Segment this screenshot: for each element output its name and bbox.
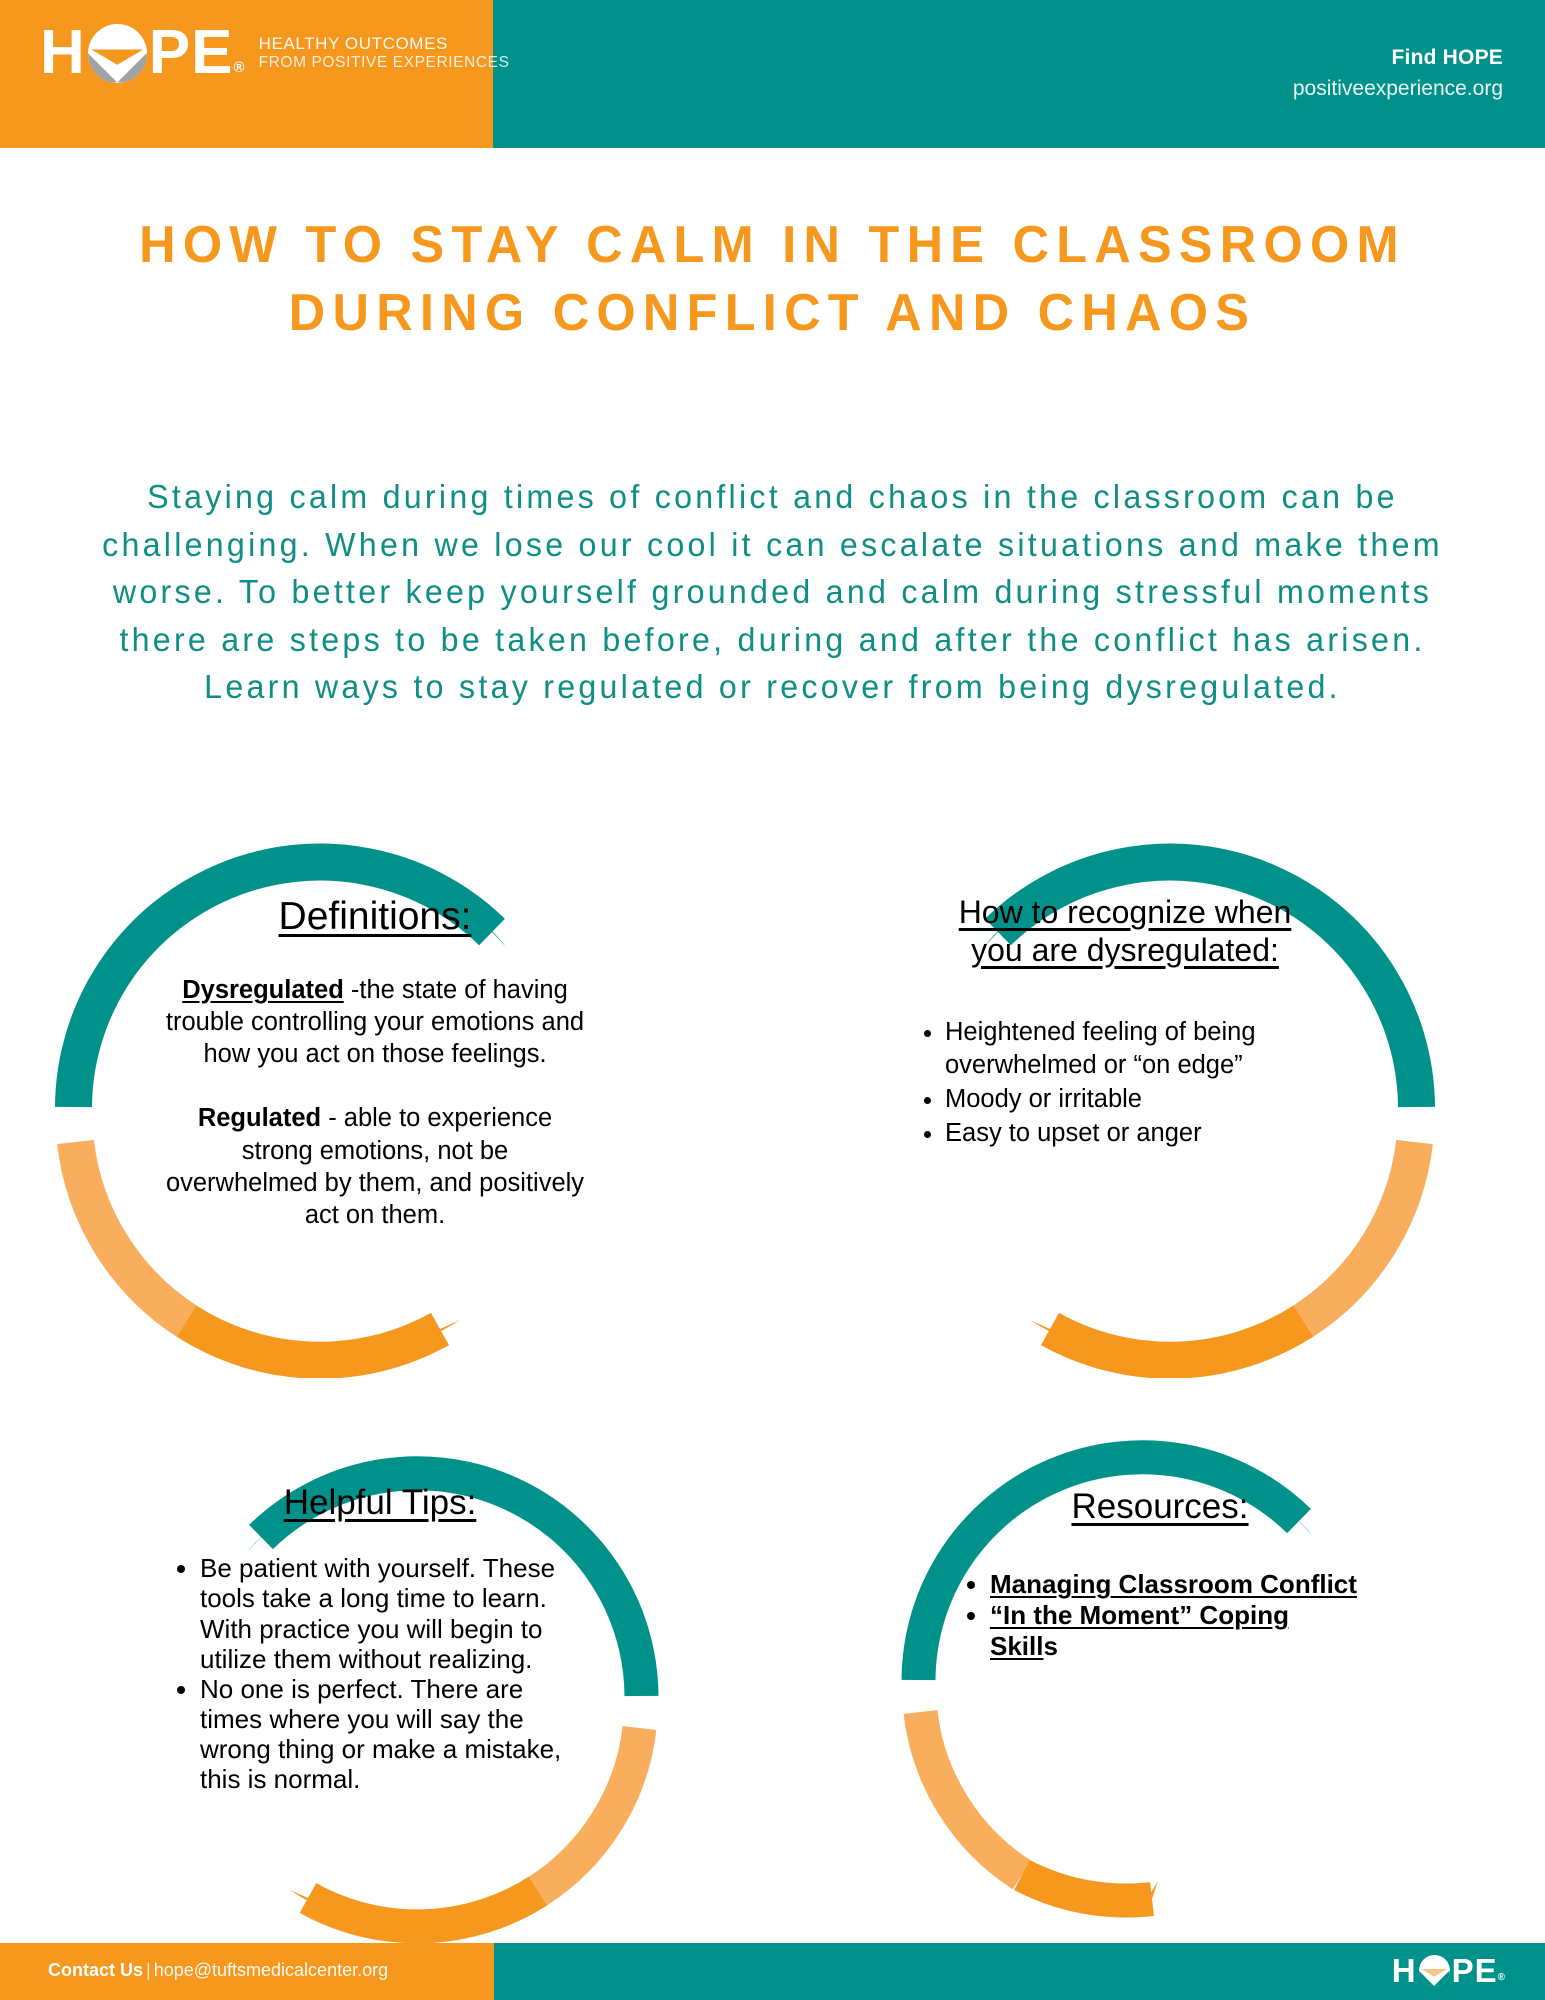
list-item[interactable] [990,1569,1360,1600]
helpful-tips-heading: Helpful Tips: [283,1483,477,1522]
recognize-heading-line-1: How to recognize when [958,894,1292,930]
logo-letter-h: H [40,18,86,87]
footer-logo-letter-p: P [1451,1952,1475,1989]
dark-orange-arc [1050,1321,1304,1360]
list-item: • Moody or irritable [945,1083,1335,1117]
resource-link-2[interactable]: “In the Moment” Coping Skill [990,1599,1289,1661]
sunrise-bowl-icon [88,24,147,83]
footer-contact [48,1960,388,1981]
recognize-content [915,894,1335,1151]
list-item[interactable] [990,1600,1360,1661]
page-header [0,0,1545,148]
recognize-body [915,1016,1335,1152]
footer-sunrise-bowl-icon [1419,1955,1450,1986]
tagline-line-1: HEALTHY OUTCOMES [258,33,448,53]
resources-content [960,1486,1360,1661]
recognize-bullet-list [915,1016,1335,1152]
contact-us-label: Contact Us [48,1960,144,1980]
light-orange-arc [1304,1142,1415,1321]
light-orange-arc [921,1712,1023,1875]
dark-orange-arc [187,1321,441,1360]
hope-tagline [259,34,510,72]
hope-wordmark [40,18,245,87]
definition-dysregulated-text: -the state of having trouble controlling your emotions and how you act on those feelings. [165,976,585,1069]
resources-body [960,1569,1360,1661]
dark-orange-arc [1022,1875,1152,1901]
logo-letter-e: E [191,18,234,87]
footer-registered-mark: ® [1497,1972,1505,1983]
definition-regulated-text: - able to experience strong emotions, not be overwhelmed by them, and positively act on them. [165,1104,585,1229]
list-item: • Be patient with yourself. These tools take a long time to learn. With practice you will begin to utilize them without realizing. [200,1553,590,1674]
term-regulated: Regulated [197,1104,322,1133]
list-item: • No one is perfect. There are times where you will say the wrong thing or make a mistake, this is normal. [200,1674,590,1795]
definition-regulated [165,1102,585,1231]
helpful-tips-body [170,1553,590,1794]
footer-logo-letter-e: E [1474,1952,1498,1989]
helpful-tips-content [170,1482,590,1795]
footer-logo-letter-h: H [1391,1952,1417,1989]
recognize-circle [905,808,1435,1378]
resources-heading: Resources: [1071,1487,1249,1526]
helpful-tips-circle [180,1424,660,1944]
recognize-heading-line-2: you are dysregulated: [971,931,1279,968]
definitions-body [165,974,585,1231]
definitions-content [165,894,585,1231]
find-hope-url[interactable]: positiveexperience.org [1292,77,1503,100]
footer-hope-logo [1392,1954,1505,1987]
definitions-circle [55,808,585,1378]
resource-link-2-tail: s [1043,1630,1058,1661]
find-hope-title: Find HOPE [1391,46,1503,69]
intro-paragraph: Staying calm during times of conflict and chaos in the classroom can be challenging. When we lose our cool it can escalate situations and make them worse. To better keep yourself grounded and calm during stressful moments there are steps to be taken before, during and after the conflict has arisen. Learn ways to stay regulated or recover from being dysregulated. [102,479,1443,707]
page-footer [0,1943,1545,2000]
find-hope-block [1293,46,1503,101]
footer-separator: | [146,1960,151,1980]
resources-link-list [960,1569,1360,1661]
list-item: • Easy to upset or anger [945,1117,1335,1151]
definition-dysregulated [165,974,585,1070]
recognize-heading [915,894,1335,970]
resources-circle [900,1408,1380,1928]
resource-link-1[interactable]: Managing Classroom Conflict [990,1569,1357,1600]
dark-orange-arc [308,1891,538,1926]
list-item: • Heightened feeling of being overwhelmed or “on edge” [945,1016,1335,1084]
helpful-tips-bullet-list [170,1553,590,1794]
page-title: HOW TO STAY CALM IN THE CLASSROOM DURING CONFLICT AND CHAOS [139,216,1406,342]
term-dysregulated: Dysregulated [182,976,344,1005]
logo-letter-p: P [148,18,192,87]
hope-logo [40,18,510,87]
definitions-heading: Definitions: [278,895,472,938]
contact-email[interactable]: hope@tuftsmedicalcenter.org [153,1960,389,1980]
tagline-line-2: FROM POSITIVE EXPERIENCES [258,53,510,71]
registered-mark: ® [233,59,245,76]
